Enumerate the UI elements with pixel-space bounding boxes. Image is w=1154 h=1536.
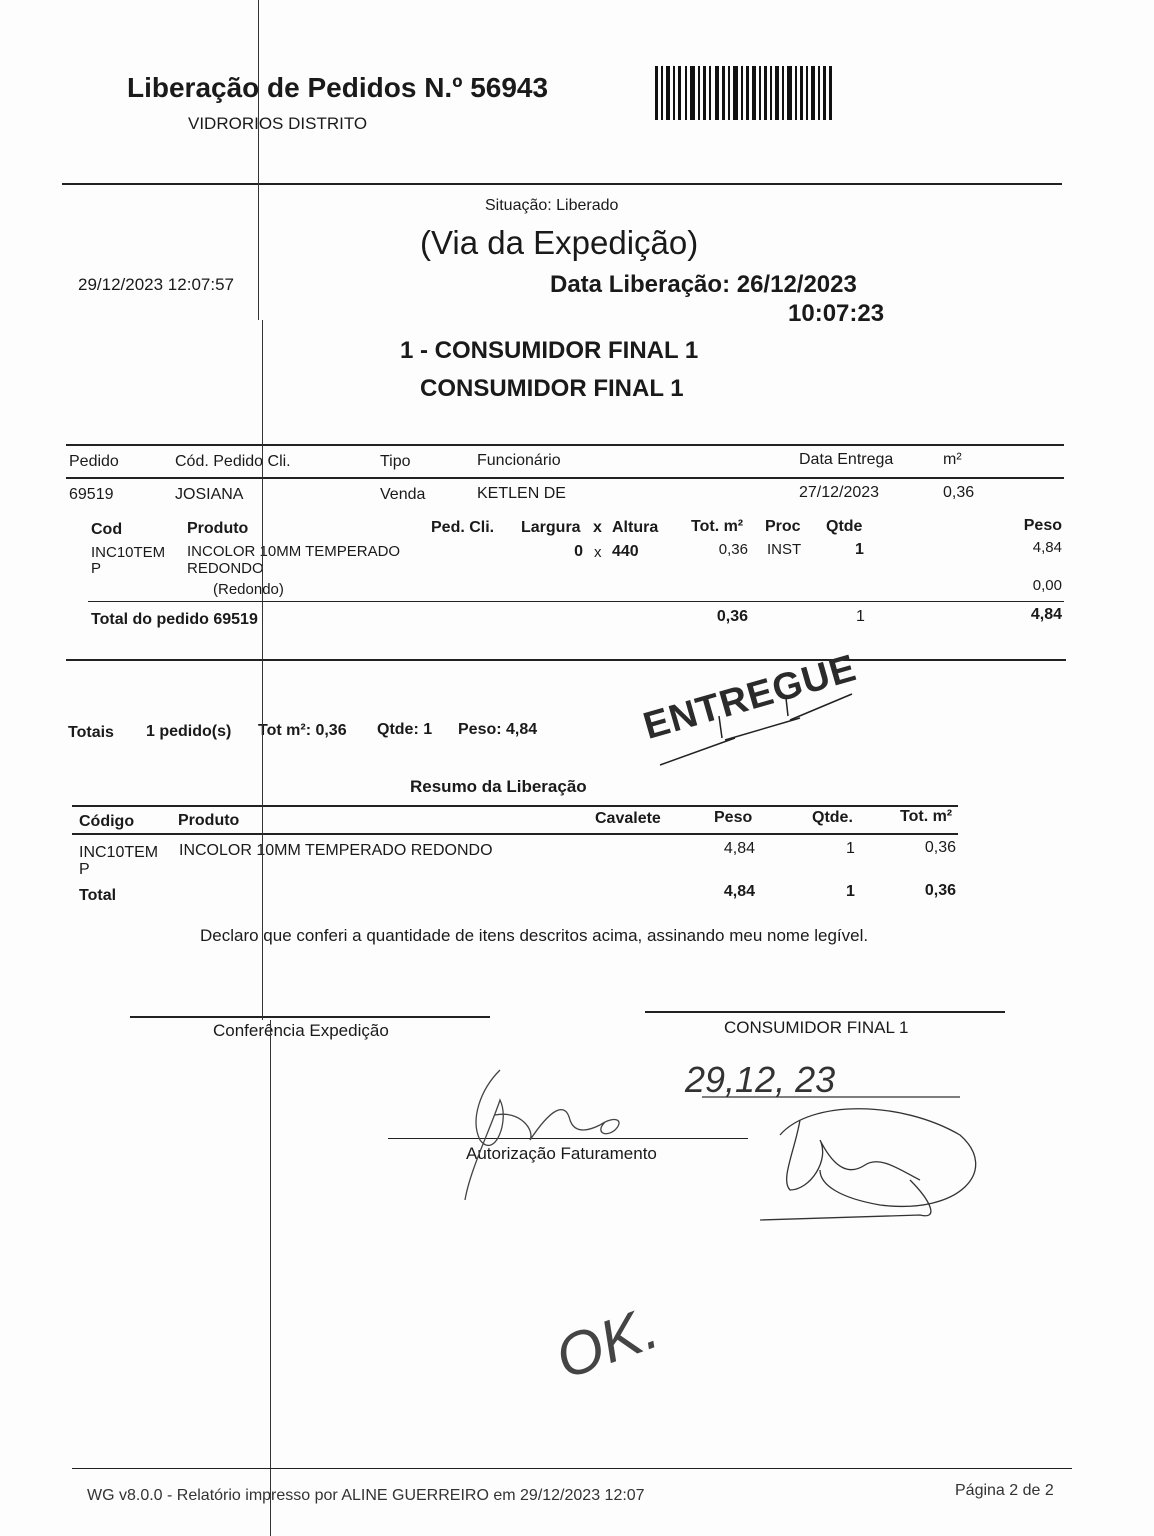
item-peso: 4,84 — [1032, 539, 1062, 556]
order-table-top-rule — [66, 444, 1064, 446]
footer-rule — [72, 1468, 1072, 1469]
summary-total-tot-m2: 0,36 — [924, 882, 956, 899]
client-code-name: 1 - CONSUMIDOR FINAL 1 — [400, 337, 699, 364]
order-cod-pedido-cli: JOSIANA — [175, 486, 244, 503]
item-peso-sub: 0,00 — [1032, 577, 1062, 594]
order-total-peso: 4,84 — [1030, 606, 1062, 623]
col-header-cod-pedido-cli: Cód. Pedido Cli. — [175, 453, 291, 470]
summary-total-qtde: 1 — [846, 883, 855, 900]
summary-peso: 4,84 — [723, 840, 755, 857]
company-name: VIDRORIOS DISTRITO — [188, 114, 368, 133]
item-header-qtde: Qtde — [826, 518, 863, 535]
signature-left-label: Conferência Expedição — [213, 1021, 389, 1040]
summary-codigo-line2: P — [79, 861, 90, 878]
header-divider — [62, 183, 1062, 185]
summary-header-qtde: Qtde. — [812, 809, 853, 826]
item-header-peso: Peso — [1023, 517, 1062, 534]
handwritten-date: 29,12, 23 — [685, 1059, 836, 1100]
summary-total-label: Total — [79, 887, 117, 904]
declaration-text: Declaro que conferi a quantidade de itens descritos acima, assinando meu nome legível. — [200, 926, 869, 945]
totals-tot-m2: Tot m²: 0,36 — [258, 722, 347, 739]
summary-header-peso: Peso — [714, 809, 753, 826]
col-header-funcionario: Funcionário — [477, 452, 561, 469]
item-largura: 0 — [574, 543, 583, 560]
item-header-x: x — [593, 519, 602, 536]
stamp-text: ENTREGUE — [638, 647, 862, 748]
summary-header-cavalete: Cavalete — [595, 810, 661, 827]
item-header-tot-m2: Tot. m² — [691, 518, 744, 535]
footer-page-number: Página 2 de 2 — [955, 1482, 1054, 1499]
summary-produto: INCOLOR 10MM TEMPERADO REDONDO — [179, 842, 493, 859]
authorization-label: Autorização Faturamento — [466, 1144, 657, 1163]
item-header-produto: Produto — [187, 520, 249, 537]
col-header-pedido: Pedido — [69, 453, 119, 470]
totals-pedidos: 1 pedido(s) — [146, 723, 232, 740]
release-date: Data Liberação: 26/12/2023 — [550, 271, 857, 298]
signature-line-right — [645, 1011, 1005, 1013]
order-m2: 0,36 — [943, 484, 975, 501]
item-produto-sub: (Redondo) — [213, 581, 284, 598]
scan-artifact-line — [262, 320, 263, 1020]
totals-peso: Peso: 4,84 — [458, 721, 538, 738]
order-table-bottom-rule — [66, 659, 1066, 661]
status-text: Situação: Liberado — [485, 197, 619, 214]
summary-title: Resumo da Liberação — [410, 777, 587, 796]
item-cod-line2: P — [91, 560, 102, 577]
summary-header-produto: Produto — [178, 812, 240, 829]
delivered-stamp — [630, 620, 870, 780]
order-total-rule — [88, 601, 1064, 602]
item-produto-line1: INCOLOR 10MM TEMPERADO — [187, 543, 401, 560]
item-cod-line1: INC10TEM — [91, 544, 166, 561]
item-proc: INST — [767, 541, 802, 558]
totals-qtde: Qtde: 1 — [377, 721, 433, 738]
order-total-tot-m2: 0,36 — [716, 608, 748, 625]
handwritten-ok: OK. — [546, 1293, 667, 1392]
handwritten-marks — [440, 1040, 1000, 1410]
summary-codigo-line1: INC10TEM — [79, 844, 159, 861]
order-table-header-rule — [66, 477, 1064, 479]
item-header-largura: Largura — [521, 519, 581, 536]
client-signature — [760, 1109, 976, 1220]
item-tot-m2: 0,36 — [718, 541, 748, 558]
order-tipo: Venda — [380, 486, 426, 503]
client-name: CONSUMIDOR FINAL 1 — [420, 375, 684, 402]
summary-header-tot-m2: Tot. m² — [900, 808, 953, 825]
scan-artifact-line — [258, 0, 259, 320]
summary-total-peso: 4,84 — [723, 883, 755, 900]
scan-artifact-line — [270, 1020, 271, 1536]
item-header-proc: Proc — [765, 518, 801, 535]
totals-label: Totais — [68, 724, 114, 741]
via-title: (Via da Expedição) — [420, 224, 699, 261]
order-total-label: Total do pedido 69519 — [91, 611, 258, 628]
item-header-cod: Cod — [91, 521, 123, 538]
summary-top-rule — [72, 805, 958, 807]
col-header-tipo: Tipo — [380, 453, 411, 470]
col-header-data-entrega: Data Entrega — [799, 451, 894, 468]
summary-header-rule — [72, 833, 958, 835]
item-header-altura: Altura — [612, 519, 659, 536]
item-header-ped-cli: Ped. Cli. — [431, 519, 495, 536]
signature-line-left — [130, 1016, 490, 1018]
summary-tot-m2: 0,36 — [924, 839, 956, 856]
footer-printed-by: WG v8.0.0 - Relatório impresso por ALINE GUERREIRO em 29/12/2023 12:07 — [87, 1487, 645, 1504]
print-datetime: 29/12/2023 12:07:57 — [78, 275, 234, 294]
summary-qtde: 1 — [846, 840, 855, 857]
order-total-qtde: 1 — [856, 608, 865, 625]
order-data-entrega: 27/12/2023 — [799, 484, 880, 501]
item-produto-line2: REDONDO — [187, 560, 264, 577]
document-title: Liberação de Pedidos N.º 56943 — [127, 72, 549, 103]
authorization-signature — [465, 1070, 619, 1200]
order-funcionario: KETLEN DE — [477, 485, 566, 502]
col-header-m2: m² — [943, 451, 962, 468]
signature-right-label: CONSUMIDOR FINAL 1 — [724, 1018, 909, 1037]
summary-header-codigo: Código — [79, 813, 135, 830]
item-x: x — [594, 544, 602, 561]
item-qtde: 1 — [855, 541, 864, 558]
release-time: 10:07:23 — [788, 300, 885, 327]
barcode — [655, 66, 833, 122]
item-altura: 440 — [612, 543, 639, 560]
order-pedido: 69519 — [69, 486, 114, 503]
